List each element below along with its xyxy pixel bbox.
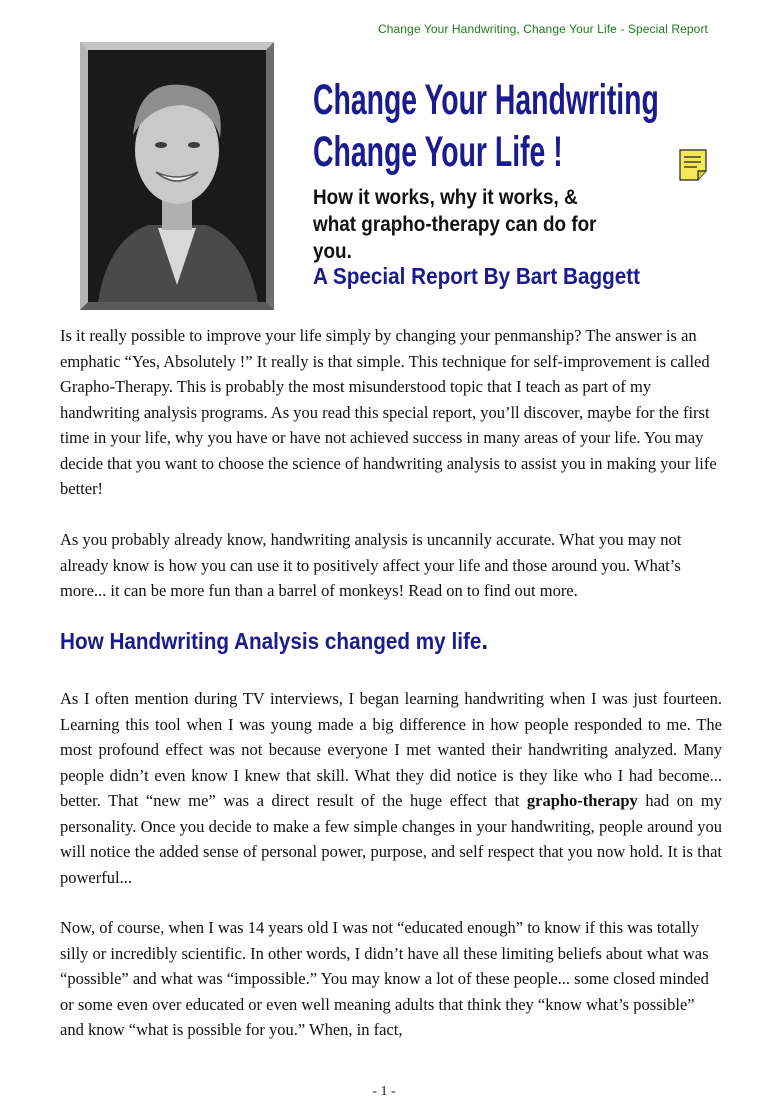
author-portrait-icon — [88, 50, 266, 302]
title-line-1: Change Your Handwriting — [313, 76, 659, 124]
page-number: - 1 - — [372, 1084, 396, 1099]
report-subtitle: How it works, why it works, & what grapho-therapy can do for you. — [313, 186, 597, 263]
author-photo — [80, 42, 274, 310]
title-line-2: Change Your Life ! — [313, 128, 563, 176]
sticky-note-icon[interactable] — [679, 149, 707, 181]
section-heading-period: . — [481, 625, 489, 655]
body-paragraph-3 — [60, 686, 722, 890]
paragraph-3-text-before: As I often mention during TV interviews, I began learning handwriting when I was just fourteen. Learning this tool when I was young made a big difference in how people responded to me. The most profound effect was not because everyone I met wanted their handwriting analyzed. Many people didn’t even know I knew that skill. What they did notice is they like who I had become... better. That “new me” was a direct result of the huge effect that — [60, 689, 722, 810]
paragraph-3-bold-term: grapho-therapy — [526, 791, 638, 810]
running-header: Change Your Handwriting, Change Your Life - Special Report — [377, 22, 708, 36]
section-heading — [60, 625, 488, 656]
report-title — [313, 74, 659, 178]
body-paragraph-1: Is it really possible to improve your life simply by changing your penmanship? The answer is an emphatic “Yes, Absolutely !” It really is that simple. This technique for self-improvement is called Grapho-Therapy. This is probably the most misunderstood topic that I teach as part of my handwriting analysis programs. As you read this special report, you’ll discover, maybe for the first time in your life, why you have or have not achieved success in many areas of your life. You may decide that you want to choose the science of handwriting analysis to assist you in making your life better! — [60, 326, 717, 498]
report-byline: A Special Report By Bart Baggett — [313, 263, 641, 289]
paragraph-3-text-after: had on my personality. Once you decide to make a few simple changes in your handwriting, people around you will notice the added sense of personal power, purpose, and self respect that you now hold. It is that powerful... — [60, 791, 722, 887]
body-paragraph-4: Now, of course, when I was 14 years old I was not “educated enough” to know if this was totally silly or incredibly scientific. In other words, I didn’t have all these limiting beliefs about what was “possible” and what was “impossible.” You may know a lot of these people... some closed minded or some even over educated or even well meaning adults that think they “know what’s possible” and know “what is possible for you.” When, in fact, — [60, 918, 709, 1039]
section-heading-text: How Handwriting Analysis changed my life — [60, 628, 482, 654]
body-paragraph-2: As you probably already know, handwriting analysis is uncannily accurate. What you may not already know is how you can use it to positively affect your life and those around you. What’s more... it can be more fun than a barrel of monkeys! Read on to find out more. — [60, 530, 682, 600]
